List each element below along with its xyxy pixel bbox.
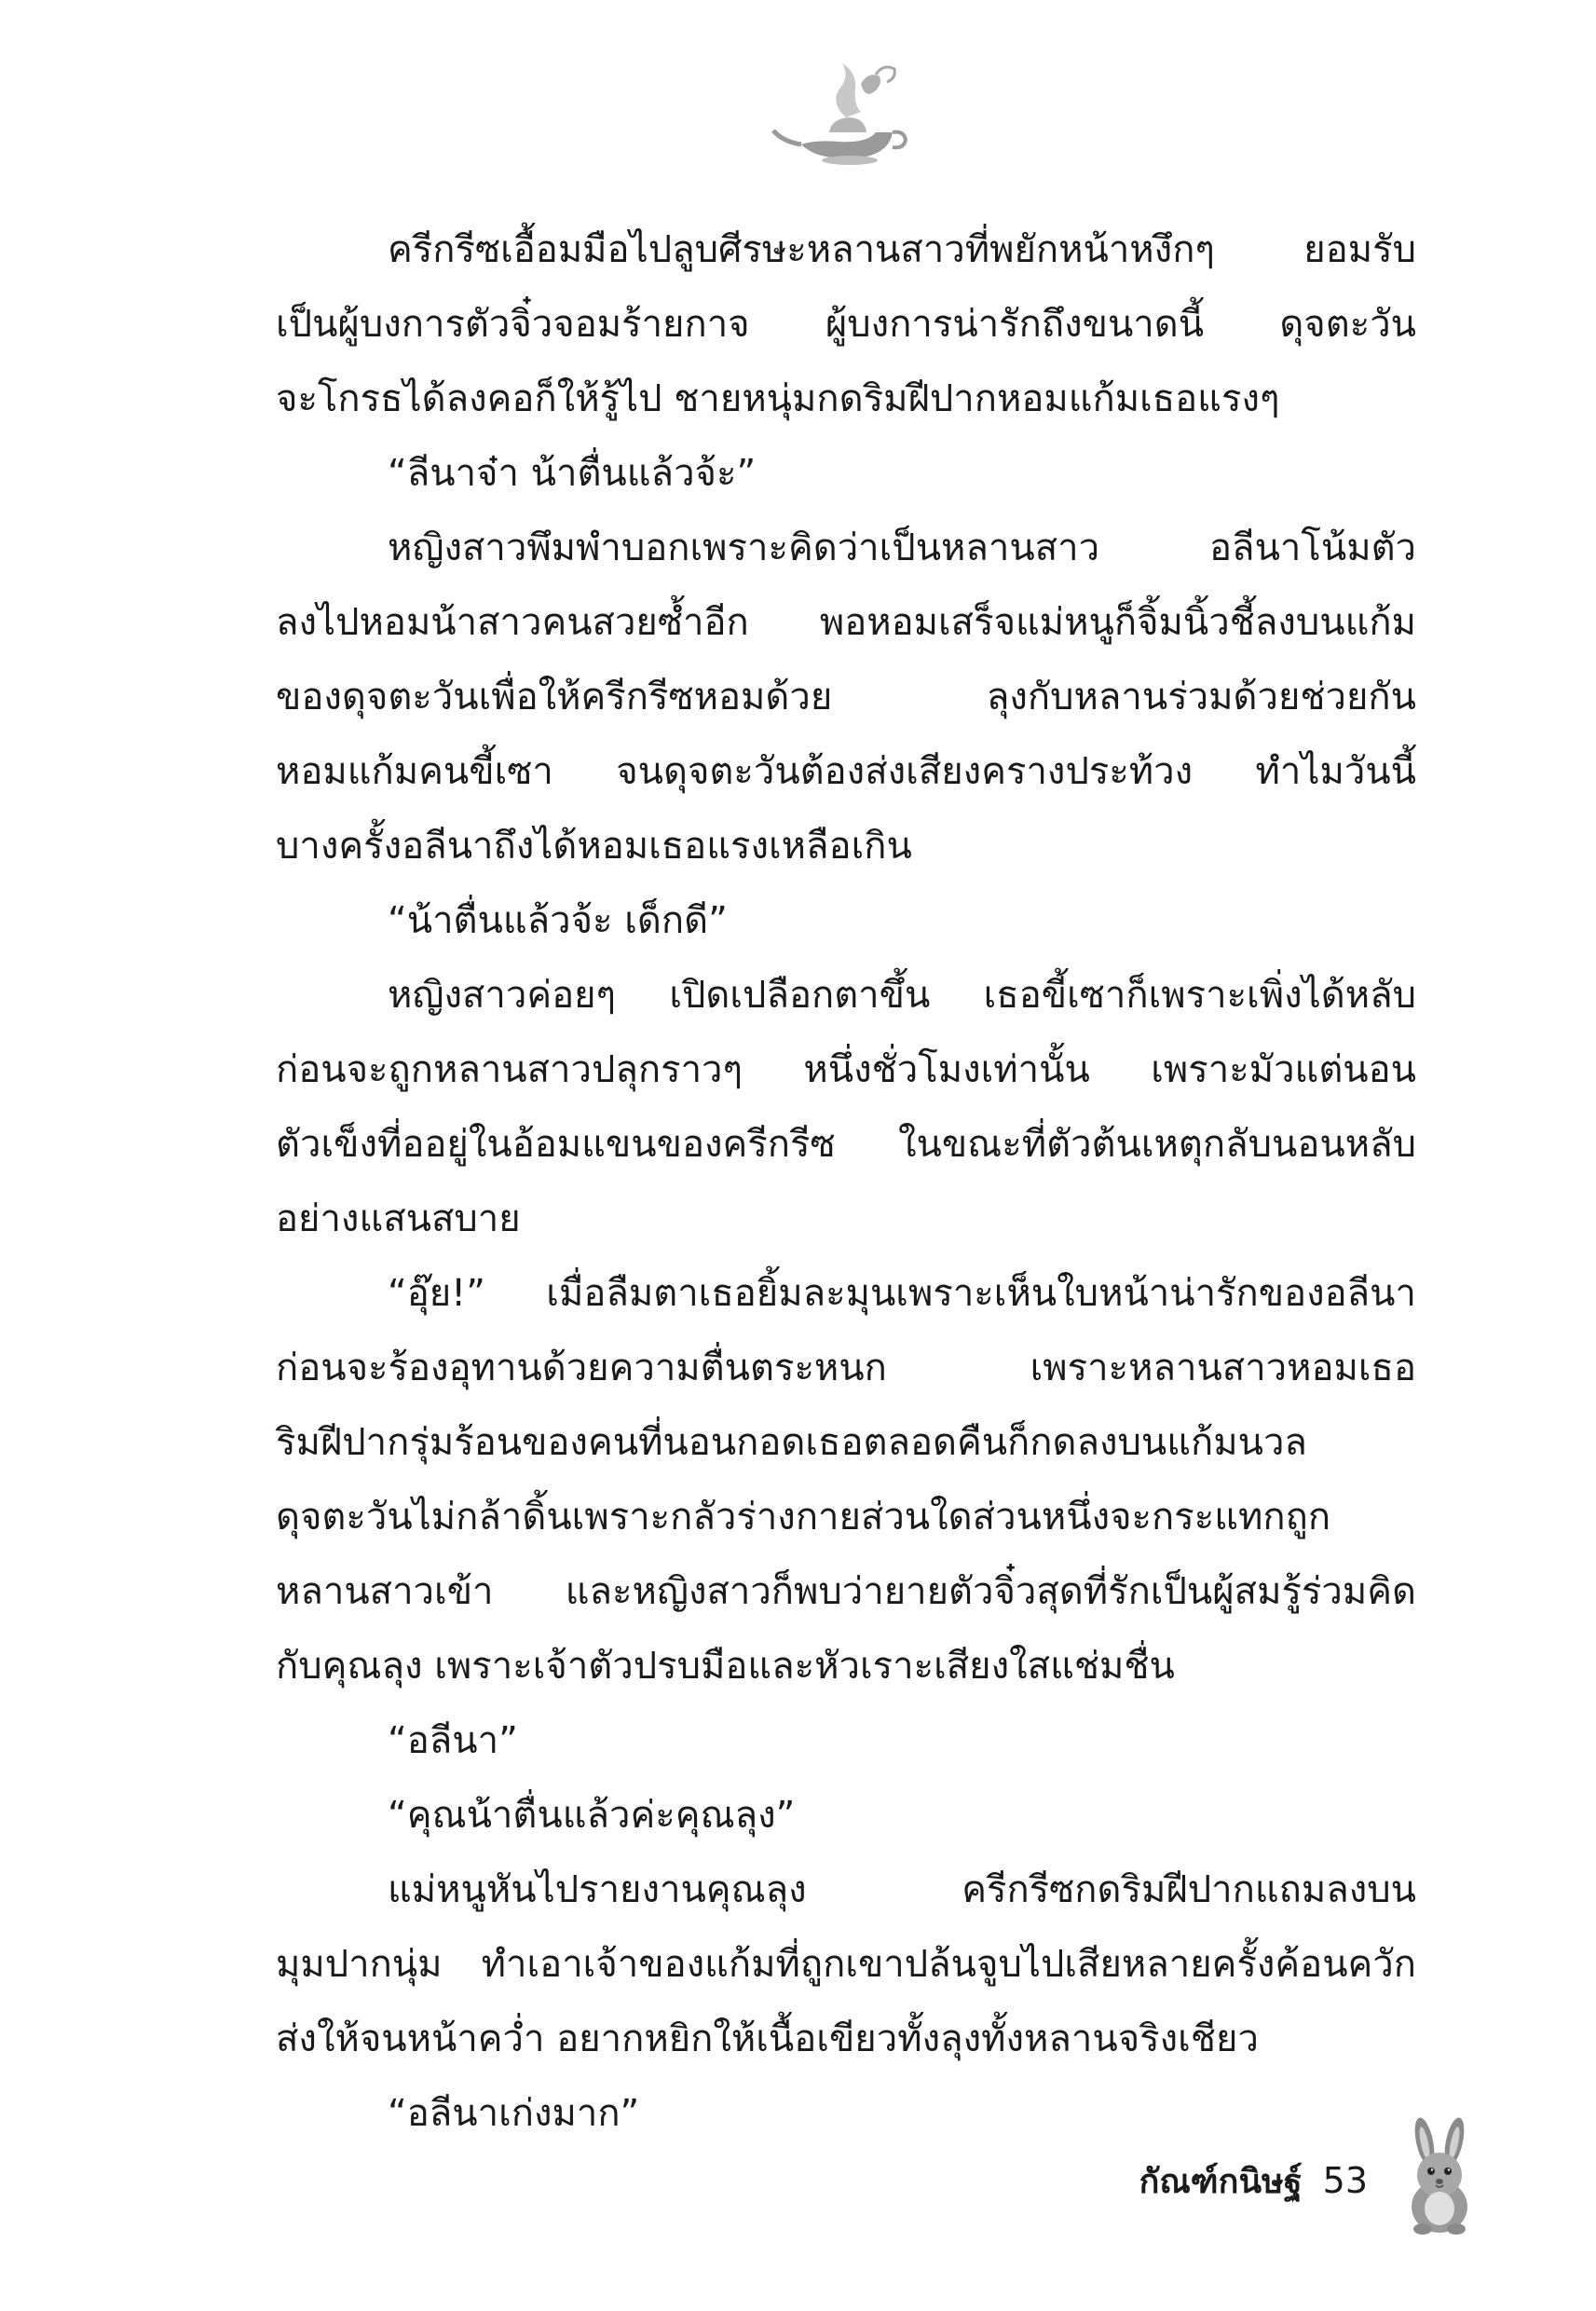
paragraph-line: กับคุณลุง เพราะเจ้าตัวปรบมือและหัวเราะเสียงใสแช่มชื่น: [276, 1645, 1175, 1688]
paragraph-line: เป็นผู้บงการตัวจิ๋วจอมร้ายกาจ ผู้บงการน่ารักถึงขนาดนี้ ดุจตะวัน: [276, 303, 1416, 346]
paragraph-line: ของดุจตะวันเพื่อให้ครีกรีซหอมด้วย ลุงกับหลานร่วมด้วยช่วยกัน: [276, 676, 1416, 718]
dialogue-line: “อลีนาเก่งมาก”: [388, 2092, 640, 2135]
paragraph-line: แม่หนูหันไปรายงานคุณลุง ครีกรีซกดริมฝีปากแถมลงบน: [388, 1868, 1416, 1911]
genie-lamp-icon: [764, 56, 913, 168]
paragraph-line: “อุ๊ย!” เมื่อลืมตาเธอยิ้มละมุนเพราะเห็นใบหน้าน่ารักของอลีนา: [388, 1272, 1416, 1315]
dialogue-line: “น้าตื่นแล้วจ้ะ เด็กดี”: [388, 899, 728, 942]
paragraph-line: ริมฝีปากรุ่มร้อนของคนที่นอนกอดเธอตลอดคืนก็กดลงบนแก้มนวล: [276, 1421, 1307, 1464]
page-footer: [1139, 2143, 1368, 2218]
book-title: กัณฑ์กนิษฐ์: [1139, 2162, 1303, 2201]
dialogue-line: “อลีนา”: [388, 1719, 518, 1762]
rabbit-icon: [1393, 2115, 1486, 2236]
page-body: [276, 212, 1416, 2151]
paragraph-line: อย่างแสนสบาย: [276, 1197, 521, 1240]
paragraph-line: ตัวเข็งที่ออยู่ในอ้อมแขนของครีกรีซ ในขณะที่ตัวต้นเหตุกลับนอนหลับ: [276, 1123, 1416, 1166]
paragraph-line: ก่อนจะถูกหลานสาวปลุกราวๆ หนึ่งชั่วโมงเท่านั้น เพราะมัวแต่นอน: [276, 1048, 1416, 1091]
dialogue-line: “ลีนาจ๋า น้าตื่นแล้วจ้ะ”: [388, 452, 757, 495]
paragraph-line: ครีกรีซเอื้อมมือไปลูบศีรษะหลานสาวที่พยักหน้าหงึกๆ ยอมรับ: [388, 228, 1416, 271]
paragraph-line: หอมแก้มคนขี้เซา จนดุจตะวันต้องส่งเสียงครางประท้วง ทำไมวันนี้: [276, 750, 1416, 793]
paragraph-line: หญิงสาวค่อยๆ เปิดเปลือกตาขึ้น เธอขี้เซาก็เพราะเพิ่งได้หลับ: [388, 974, 1416, 1017]
paragraph-line: หญิงสาวพึมพำบอกเพราะคิดว่าเป็นหลานสาว อลีนาโน้มตัว: [388, 526, 1416, 569]
paragraph-line: ส่งให้จนหน้าคว่ำ อยากหยิกให้เนื้อเขียวทั้งลุงทั้งหลานจริงเชียว: [276, 2017, 1259, 2060]
paragraph-line: จะโกรธได้ลงคอก็ให้รู้ไป ชายหนุ่มกดริมฝีปากหอมแก้มเธอแรงๆ: [276, 377, 1280, 420]
paragraph-line: บางครั้งอลีนาถึงได้หอมเธอแรงเหลือเกิน: [276, 825, 912, 868]
paragraph-line: ลงไปหอมน้าสาวคนสวยซ้ำอีก พอหอมเสร็จแม่หนูก็จิ้มนิ้วชี้ลงบนแก้ม: [276, 601, 1416, 644]
paragraph-line: หลานสาวเข้า และหญิงสาวก็พบว่ายายตัวจิ๋วสุดที่รักเป็นผู้สมรู้ร่วมคิด: [276, 1570, 1416, 1613]
paragraph-line: มุมปากนุ่ม ทำเอาเจ้าของแก้มที่ถูกเขาปล้นจูบไปเสียหลายครั้งค้อนควัก: [276, 1943, 1416, 1986]
dialogue-line: “คุณน้าตื่นแล้วค่ะคุณลุง”: [388, 1794, 796, 1837]
page-number: 53: [1322, 2160, 1368, 2201]
paragraph-line: ดุจตะวันไม่กล้าดิ้นเพราะกลัวร่างกายส่วนใดส่วนหนึ่งจะกระแทกถูก: [276, 1496, 1331, 1538]
paragraph-line: ก่อนจะร้องอุทานด้วยความตื่นตระหนก เพราะหลานสาวหอมเธอ: [276, 1347, 1416, 1389]
